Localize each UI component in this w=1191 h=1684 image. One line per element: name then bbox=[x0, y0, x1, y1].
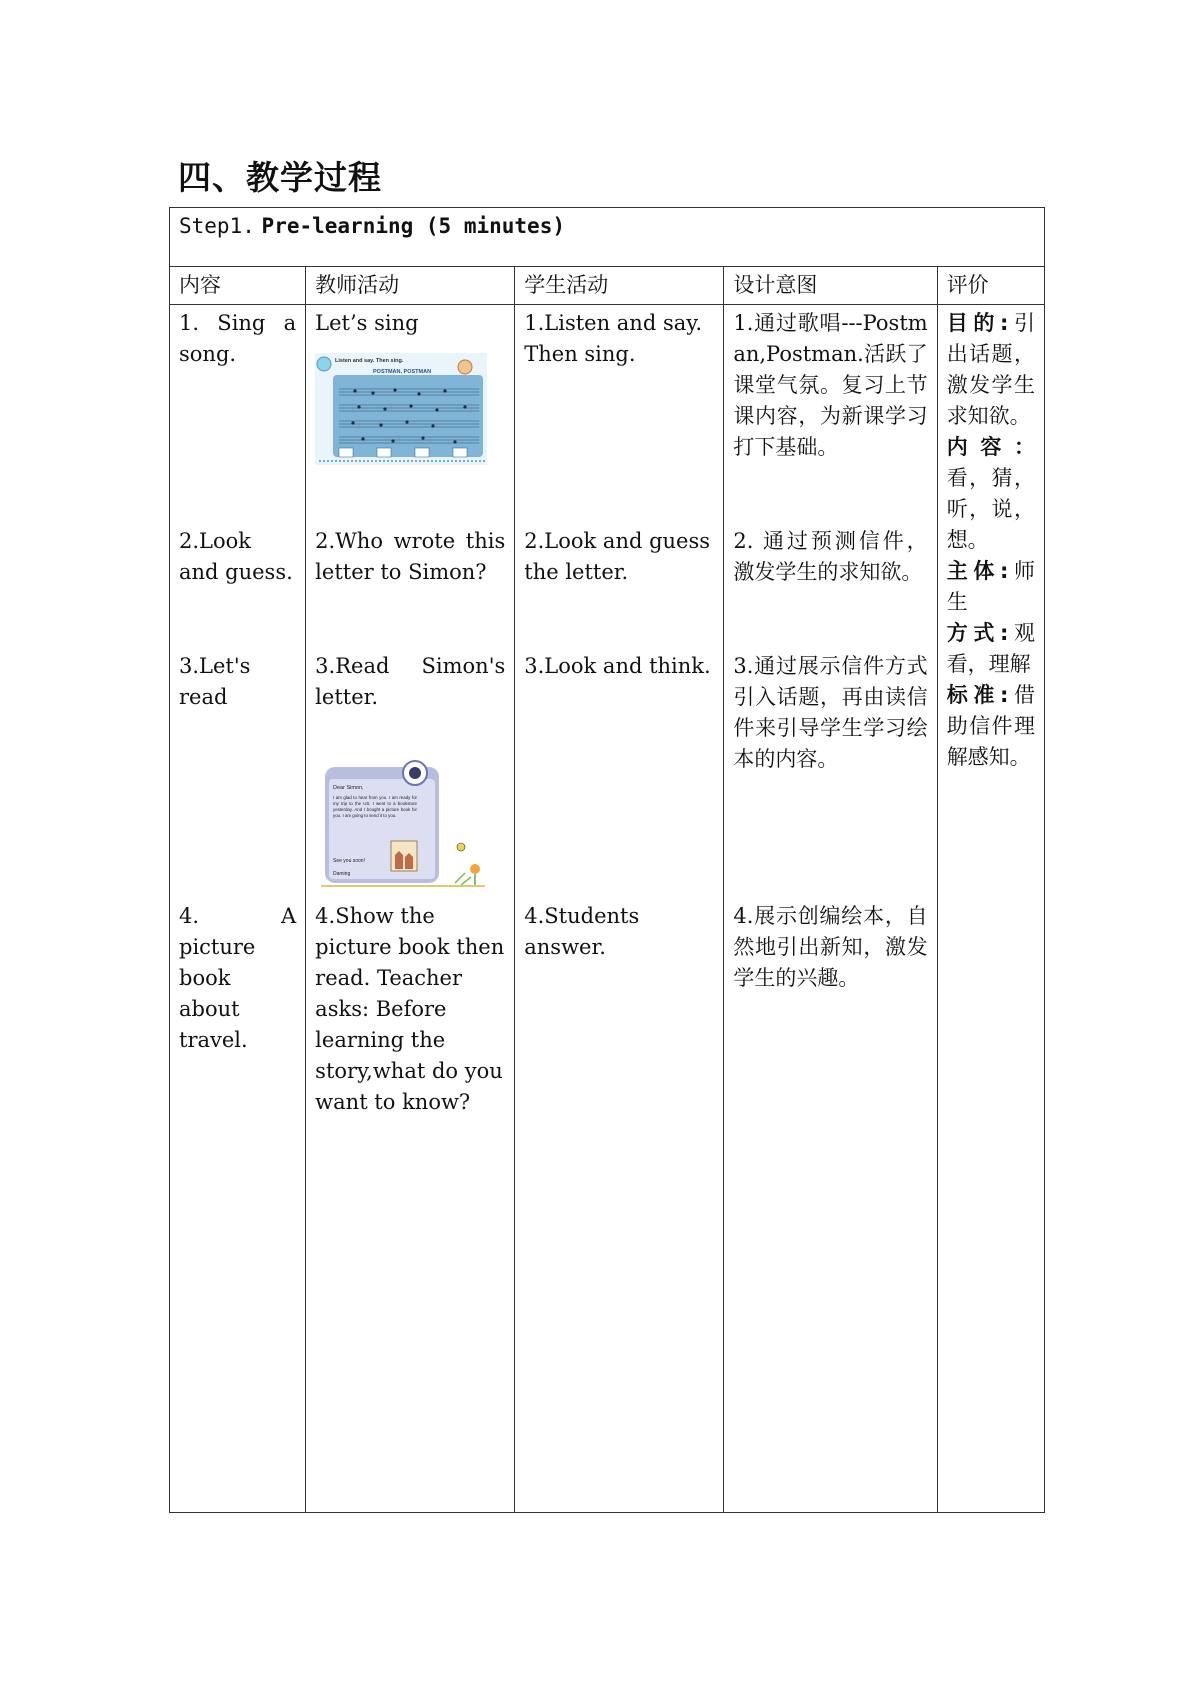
teacher-item: 4.Show the picture book then read. Teacher asks: Before learning the story,what do you want to know? bbox=[315, 904, 505, 1114]
sun-icon bbox=[317, 357, 331, 371]
teacher-item: 3.Read Simon's letter. Dear Simon, I am glad to hear from you. I am ready for my trip to the US. I went to a bookstore yesterday. And I bought a picture book for you. I am going to send it to you. See you soon! Daming bbox=[315, 651, 505, 901]
column-header-row bbox=[170, 267, 1045, 305]
letter-image bbox=[315, 759, 487, 889]
teacher-item: 2.Who wrote this letter to Simon? bbox=[315, 529, 506, 584]
flower-icon bbox=[470, 864, 480, 874]
song-title: POSTMAN, POSTMAN bbox=[373, 369, 432, 375]
evaluation-cell bbox=[937, 305, 1044, 1513]
bee-icon bbox=[457, 843, 465, 851]
letter-greeting: Dear Simon, bbox=[333, 785, 364, 791]
teacher-item: Let’s sing Listen and say. Then sing. POSTMAN, POSTMAN bbox=[315, 308, 505, 526]
content-item: 4. A picture book about travel. bbox=[179, 904, 297, 1052]
column-header: 学生活动 bbox=[515, 267, 724, 305]
teacher-cell bbox=[306, 305, 515, 1513]
evaluation-goal: 目的:引出话题，激发学生求知欲。 bbox=[946, 311, 1035, 428]
lesson-plan-table bbox=[169, 207, 1045, 1513]
content-item: 3.Let's read bbox=[179, 654, 251, 709]
step-row bbox=[170, 208, 1045, 267]
letter-signature: Daming bbox=[333, 871, 351, 877]
evaluation-method: 方式:观看，理解 bbox=[946, 621, 1035, 676]
column-header: 评价 bbox=[937, 267, 1044, 305]
content-cell bbox=[170, 305, 306, 1513]
intent-item: 4.展示创编绘本，自然地引出新知，激发学生的兴趣。 bbox=[733, 904, 928, 990]
intent-item: 1.通过歌唱---Postman,Postman.活跃了课堂气氛。复习上节课内容，为新课学习打下基础。 bbox=[733, 311, 928, 459]
evaluation-standard: 标准:借助信件理解感知。 bbox=[946, 683, 1035, 769]
letter-body: I am glad to hear from you. I am ready for my trip to the US. I went to a bookstore yesterday. And I bought a picture book for you. I am going to send it to you. bbox=[333, 795, 418, 818]
student-item: 4.Students answer. bbox=[524, 904, 640, 959]
intent-item: 3.通过展示信件方式引入话题，再由读信件来引导学生学习绘本的内容。 bbox=[733, 654, 928, 771]
column-header: 内容 bbox=[170, 267, 306, 305]
column-header: 教师活动 bbox=[306, 267, 515, 305]
intent-item: 2. 通过预测信件，激发学生的求知欲。 bbox=[733, 529, 928, 584]
column-header: 设计意图 bbox=[724, 267, 937, 305]
step-title: Pre-learning (5 minutes) bbox=[261, 214, 565, 238]
content-item: 1. Sing a song. bbox=[179, 311, 297, 366]
activity-row bbox=[170, 305, 1045, 1513]
letter-closing: See you soon! bbox=[333, 858, 366, 864]
postman-icon bbox=[458, 360, 472, 374]
student-item: 1.Listen and say. Then sing. bbox=[524, 311, 703, 366]
intent-cell bbox=[724, 305, 937, 1513]
evaluation-content: 内容：看，猜，听，说，想。 bbox=[946, 435, 1035, 552]
book-cover-icon bbox=[391, 841, 417, 871]
student-item: 3.Look and think. bbox=[524, 654, 711, 678]
step-cell bbox=[170, 208, 1045, 267]
song-caption: Listen and say. Then sing. bbox=[335, 358, 404, 364]
section-heading: 四、教学过程 bbox=[178, 158, 382, 197]
student-item: 2.Look and guess the letter. bbox=[524, 529, 711, 584]
student-cell bbox=[515, 305, 724, 1513]
step-label: Step1. bbox=[179, 214, 255, 238]
song-sheet-image bbox=[315, 353, 487, 465]
evaluation-subject: 主体:师生 bbox=[946, 559, 1035, 614]
content-item: 2.Look and guess. bbox=[179, 529, 293, 584]
